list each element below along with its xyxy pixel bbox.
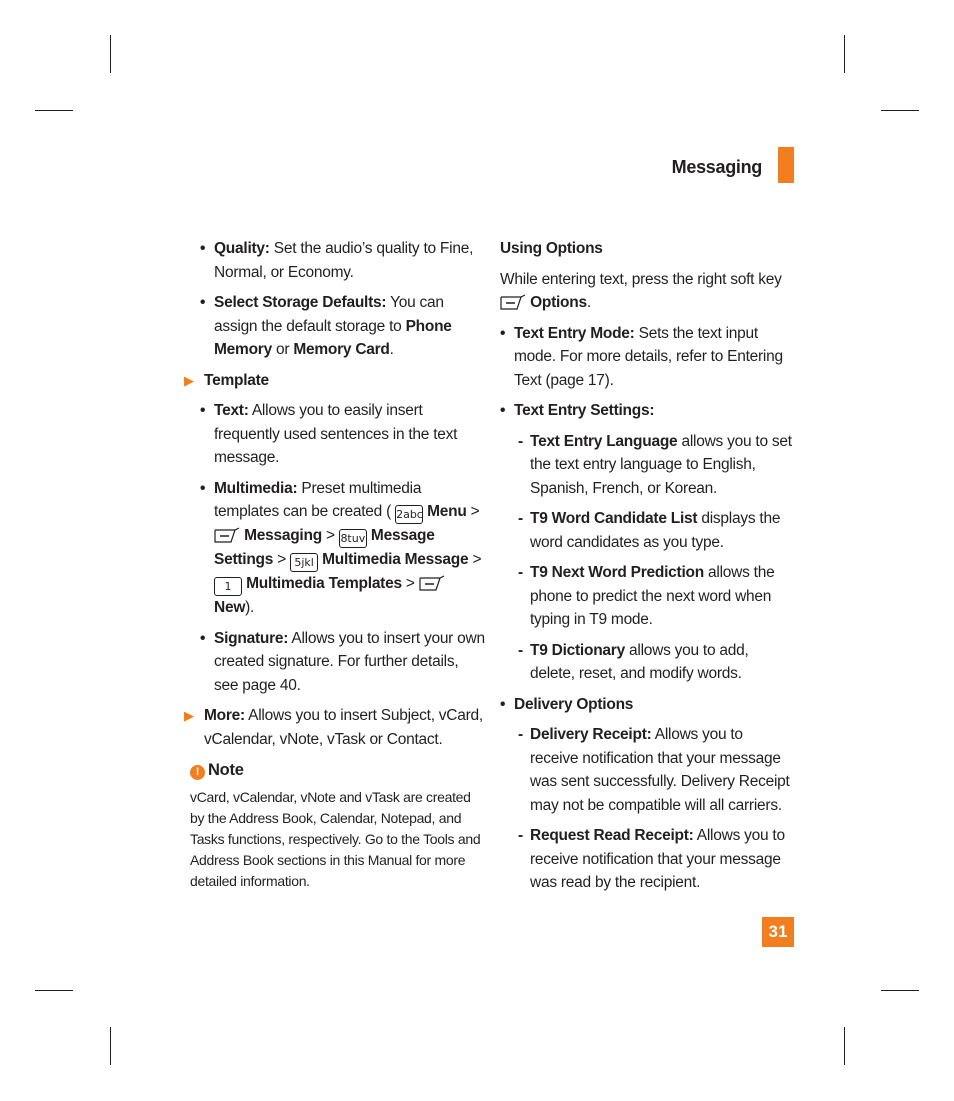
item-label: Delivery Options (514, 695, 634, 713)
section-heading: Using Options (500, 240, 603, 257)
note-heading: ! Note (190, 759, 485, 783)
crop-mark (110, 1027, 111, 1065)
right-soft-key-icon (419, 575, 445, 591)
crop-mark (35, 110, 73, 111)
arrow-right-icon: ▶ (184, 708, 194, 723)
intro-paragraph: While entering text, press the right soft key Options. (500, 270, 782, 311)
item-label: Quality: (214, 240, 270, 257)
list-item: • Quality: Set the audio’s quality to Fine, Normal, or Economy. (200, 240, 474, 281)
sub-item: - Delivery Receipt: Allows you to receive notification that your message was sent successfully. Delivery Receipt may not be compatible will all carriers. (518, 726, 790, 814)
sub-item: - T9 Dictionary allows you to add, delete, reset, and modify words. (518, 641, 749, 682)
crop-mark (881, 990, 919, 991)
list-item: • Select Storage Defaults: You can assign the default storage to Phone Memory or Memory Card. (200, 294, 452, 358)
item-label: Delivery Receipt: (530, 726, 652, 743)
list-item: • Signature: Allows you to insert your own created signature. For further details, see page 40. (200, 629, 485, 694)
list-item: • Text Entry Mode: Sets the text input mode. For more details, refer to Entering Text (page 17). (500, 324, 783, 389)
item-label: Text Entry Mode: (514, 324, 635, 342)
page-number: 31 (762, 917, 794, 947)
list-item: • Delivery Options (500, 695, 634, 713)
sub-item: - Text Entry Language allows you to set the text entry language to English, Spanish, French, or Korean. (518, 432, 792, 497)
item-label: Request Read Receipt: (530, 827, 694, 844)
note-icon: ! (190, 765, 205, 780)
crop-mark (35, 990, 73, 991)
item-label: Select Storage Defaults: (214, 294, 387, 311)
sub-item: - Request Read Receipt: Allows you to receive notification that your message was read by the recipient. (518, 827, 785, 891)
right-soft-key-icon (500, 294, 526, 310)
crop-mark (844, 35, 845, 73)
item-label: T9 Word Candidate List (530, 510, 698, 527)
key-2-icon: 2abc (395, 505, 423, 524)
item-label: Signature: (214, 629, 289, 647)
item-label: Text Entry Language (530, 432, 678, 450)
key-1-icon: 1 (214, 577, 242, 596)
item-label: Text Entry Settings: (514, 402, 655, 419)
item-label: T9 Next Word Prediction (530, 564, 704, 581)
note-body: vCard, vCalendar, vNote and vTask are created by the Address Book, Calendar, Notepad, and Tasks functions, respectively. Go to the Tools and Address Book sections in this Manual for more detailed information. (190, 788, 481, 889)
section-title: Messaging (671, 157, 762, 177)
key-8-icon: 8tuv (339, 529, 367, 548)
left-column (184, 237, 485, 892)
sub-item: - T9 Next Word Prediction allows the phone to predict the next word when typing in T9 mode. (518, 564, 775, 628)
right-column (500, 237, 795, 902)
key-5-icon: 5jkl (290, 553, 318, 572)
list-item: • Multimedia: Preset multimedia templates can be created ( 2abc Menu > Messaging > 8tuv Message Settings > 5jkl Multimedia Message > 1 Multimedia Templates > New). (200, 479, 482, 616)
section-heading: ▶ More: Allows you to insert Subject, vCard, vCalendar, vNote, vTask or Contact. (190, 704, 485, 751)
sub-item: - T9 Word Candidate List displays the word candidates as you type. (518, 510, 781, 551)
list-item: • Text Entry Settings: (500, 402, 655, 419)
crop-mark (110, 35, 111, 73)
arrow-right-icon: ▶ (184, 372, 194, 388)
section-tab (778, 147, 794, 183)
item-label: Text: (214, 402, 249, 419)
crop-mark (881, 110, 919, 111)
item-label: Multimedia: (214, 479, 298, 497)
item-label: T9 Dictionary (530, 641, 625, 659)
list-item: • Text: Allows you to easily insert frequently used sentences in the text message. (200, 402, 458, 466)
crop-mark (844, 1027, 845, 1065)
right-soft-key-icon (214, 527, 240, 543)
section-heading: ▶ Template (190, 369, 485, 393)
